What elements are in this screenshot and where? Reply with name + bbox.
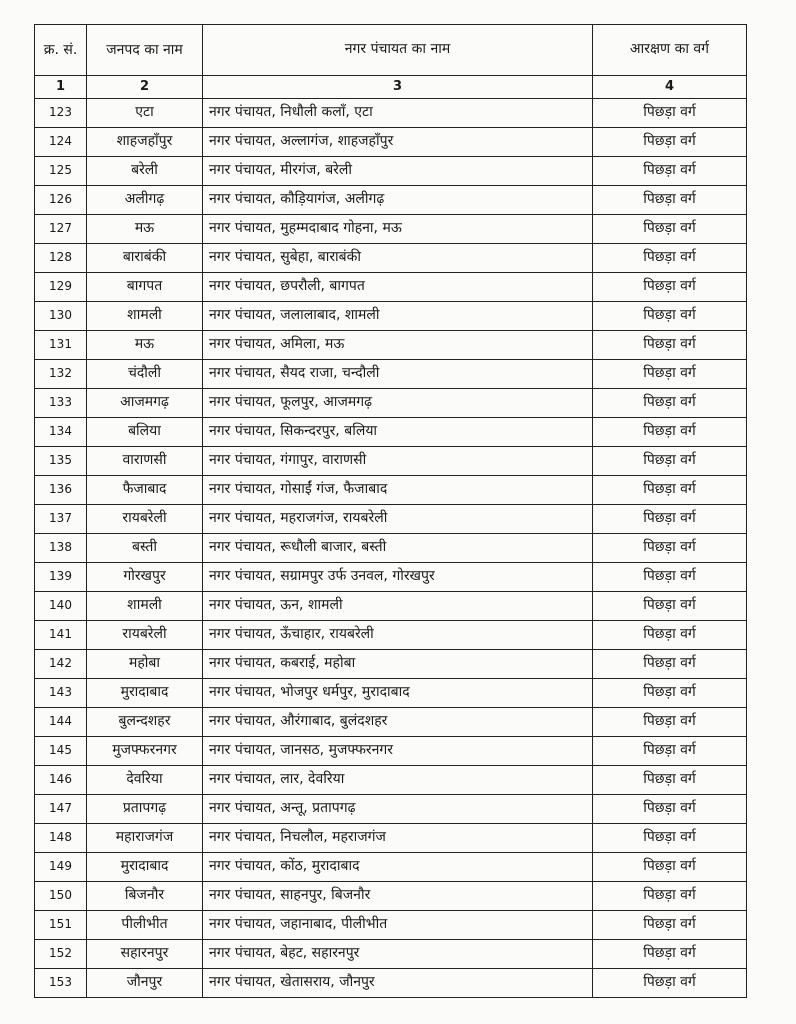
column-number-3: 3 bbox=[203, 76, 593, 99]
category-cell: पिछड़ा वर्ग bbox=[593, 273, 747, 302]
column-number-4: 4 bbox=[593, 76, 747, 99]
serial-cell: 141 bbox=[35, 621, 87, 650]
district-cell: मऊ bbox=[87, 215, 203, 244]
nagar-panchayat-cell: नगर पंचायत, कबराई, महोबा bbox=[203, 650, 593, 679]
table-row bbox=[35, 128, 747, 157]
serial-cell: 134 bbox=[35, 418, 87, 447]
district-cell: बरेली bbox=[87, 157, 203, 186]
header-serial bbox=[35, 25, 87, 76]
category-cell: पिछड़ा वर्ग bbox=[593, 360, 747, 389]
nagar-panchayat-cell: नगर पंचायत, फूलपुर, आजमगढ़ bbox=[203, 389, 593, 418]
table-row bbox=[35, 505, 747, 534]
category-cell: पिछड़ा वर्ग bbox=[593, 592, 747, 621]
district-cell: शामली bbox=[87, 302, 203, 331]
serial-cell: 128 bbox=[35, 244, 87, 273]
nagar-panchayat-cell: नगर पंचायत, मुहम्मदाबाद गोहना, मऊ bbox=[203, 215, 593, 244]
column-number-row bbox=[35, 76, 747, 99]
serial-cell: 138 bbox=[35, 534, 87, 563]
table-row bbox=[35, 766, 747, 795]
nagar-panchayat-cell: नगर पंचायत, सुबेहा, बाराबंकी bbox=[203, 244, 593, 273]
category-cell: पिछड़ा वर्ग bbox=[593, 679, 747, 708]
nagar-panchayat-cell: नगर पंचायत, ऊन, शामली bbox=[203, 592, 593, 621]
district-cell: प्रतापगढ़ bbox=[87, 795, 203, 824]
district-cell: रायबरेली bbox=[87, 621, 203, 650]
table-body bbox=[35, 99, 747, 998]
category-cell: पिछड़ा वर्ग bbox=[593, 505, 747, 534]
table-row bbox=[35, 360, 747, 389]
nagar-panchayat-cell: नगर पंचायत, अन्तू, प्रतापगढ़ bbox=[203, 795, 593, 824]
nagar-panchayat-cell: नगर पंचायत, साहनपुर, बिजनौर bbox=[203, 882, 593, 911]
header-district-label: जनपद का नाम bbox=[106, 41, 183, 58]
table-row bbox=[35, 969, 747, 998]
nagar-panchayat-cell: नगर पंचायत, भोजपुर धर्मपुर, मुरादाबाद bbox=[203, 679, 593, 708]
category-cell: पिछड़ा वर्ग bbox=[593, 157, 747, 186]
nagar-panchayat-cell: नगर पंचायत, छपरौली, बागपत bbox=[203, 273, 593, 302]
table-row bbox=[35, 882, 747, 911]
header-nagar-panchayat: नगर पंचायत का नाम bbox=[203, 25, 593, 76]
district-cell: बलिया bbox=[87, 418, 203, 447]
serial-cell: 135 bbox=[35, 447, 87, 476]
category-cell: पिछड़ा वर्ग bbox=[593, 708, 747, 737]
table-row bbox=[35, 331, 747, 360]
table-row bbox=[35, 563, 747, 592]
serial-cell: 137 bbox=[35, 505, 87, 534]
category-cell: पिछड़ा वर्ग bbox=[593, 244, 747, 273]
category-cell: पिछड़ा वर्ग bbox=[593, 911, 747, 940]
reservation-table-sheet bbox=[34, 24, 747, 998]
serial-cell: 130 bbox=[35, 302, 87, 331]
table-row bbox=[35, 795, 747, 824]
serial-cell: 147 bbox=[35, 795, 87, 824]
nagar-panchayat-cell: नगर पंचायत, जहानाबाद, पीलीभीत bbox=[203, 911, 593, 940]
serial-cell: 145 bbox=[35, 737, 87, 766]
district-cell: शाहजहाँपुर bbox=[87, 128, 203, 157]
category-cell: पिछड़ा वर्ग bbox=[593, 99, 747, 128]
category-cell: पिछड़ा वर्ग bbox=[593, 940, 747, 969]
district-cell: पीलीभीत bbox=[87, 911, 203, 940]
table-row bbox=[35, 534, 747, 563]
nagar-panchayat-cell: नगर पंचायत, जानसठ, मुजफ्फरनगर bbox=[203, 737, 593, 766]
district-cell: चंदौली bbox=[87, 360, 203, 389]
category-cell: पिछड़ा वर्ग bbox=[593, 389, 747, 418]
table-row bbox=[35, 476, 747, 505]
table-header bbox=[35, 25, 747, 99]
table-row bbox=[35, 215, 747, 244]
header-row bbox=[35, 25, 747, 76]
nagar-panchayat-cell: नगर पंचायत, गंगापुर, वाराणसी bbox=[203, 447, 593, 476]
serial-cell: 136 bbox=[35, 476, 87, 505]
serial-cell: 140 bbox=[35, 592, 87, 621]
table-row bbox=[35, 418, 747, 447]
district-cell: मऊ bbox=[87, 331, 203, 360]
table-row bbox=[35, 592, 747, 621]
district-cell: देवरिया bbox=[87, 766, 203, 795]
district-cell: एटा bbox=[87, 99, 203, 128]
nagar-panchayat-cell: नगर पंचायत, ऊँचाहार, रायबरेली bbox=[203, 621, 593, 650]
category-cell: पिछड़ा वर्ग bbox=[593, 534, 747, 563]
nagar-panchayat-cell: नगर पंचायत, खेतासराय, जौनपुर bbox=[203, 969, 593, 998]
nagar-panchayat-cell: नगर पंचायत, मीरगंज, बरेली bbox=[203, 157, 593, 186]
serial-cell: 139 bbox=[35, 563, 87, 592]
nagar-panchayat-cell: नगर पंचायत, गोसाईं गंज, फैजाबाद bbox=[203, 476, 593, 505]
district-cell: महाराजगंज bbox=[87, 824, 203, 853]
category-cell: पिछड़ा वर्ग bbox=[593, 766, 747, 795]
table-row bbox=[35, 244, 747, 273]
serial-cell: 131 bbox=[35, 331, 87, 360]
category-cell: पिछड़ा वर्ग bbox=[593, 563, 747, 592]
table-row bbox=[35, 940, 747, 969]
serial-cell: 144 bbox=[35, 708, 87, 737]
table-row bbox=[35, 708, 747, 737]
table-row bbox=[35, 824, 747, 853]
nagar-panchayat-cell: नगर पंचायत, सैयद राजा, चन्दौली bbox=[203, 360, 593, 389]
serial-cell: 150 bbox=[35, 882, 87, 911]
serial-cell: 151 bbox=[35, 911, 87, 940]
district-cell: शामली bbox=[87, 592, 203, 621]
table-row bbox=[35, 273, 747, 302]
column-number-1: 1 bbox=[35, 76, 87, 99]
table-row bbox=[35, 157, 747, 186]
nagar-panchayat-cell: नगर पंचायत, बेहट, सहारनपुर bbox=[203, 940, 593, 969]
district-cell: बाराबंकी bbox=[87, 244, 203, 273]
category-cell: पिछड़ा वर्ग bbox=[593, 969, 747, 998]
district-cell: बिजनौर bbox=[87, 882, 203, 911]
serial-cell: 126 bbox=[35, 186, 87, 215]
header-serial-label: क्र. सं. bbox=[43, 41, 78, 58]
serial-cell: 143 bbox=[35, 679, 87, 708]
nagar-panchayat-cell: नगर पंचायत, कोंठ, मुरादाबाद bbox=[203, 853, 593, 882]
nagar-panchayat-cell: नगर पंचायत, निचलौल, महराजगंज bbox=[203, 824, 593, 853]
table-row bbox=[35, 853, 747, 882]
serial-cell: 142 bbox=[35, 650, 87, 679]
serial-cell: 153 bbox=[35, 969, 87, 998]
category-cell: पिछड़ा वर्ग bbox=[593, 302, 747, 331]
district-cell: अलीगढ़ bbox=[87, 186, 203, 215]
nagar-panchayat-cell: नगर पंचायत, लार, देवरिया bbox=[203, 766, 593, 795]
table-row bbox=[35, 621, 747, 650]
category-cell: पिछड़ा वर्ग bbox=[593, 621, 747, 650]
serial-cell: 133 bbox=[35, 389, 87, 418]
serial-cell: 124 bbox=[35, 128, 87, 157]
serial-cell: 129 bbox=[35, 273, 87, 302]
category-cell: पिछड़ा वर्ग bbox=[593, 186, 747, 215]
category-cell: पिछड़ा वर्ग bbox=[593, 447, 747, 476]
serial-cell: 125 bbox=[35, 157, 87, 186]
district-cell: बुलन्दशहर bbox=[87, 708, 203, 737]
district-cell: मुरादाबाद bbox=[87, 679, 203, 708]
nagar-panchayat-cell: नगर पंचायत, महराजगंज, रायबरेली bbox=[203, 505, 593, 534]
category-cell: पिछड़ा वर्ग bbox=[593, 824, 747, 853]
category-cell: पिछड़ा वर्ग bbox=[593, 128, 747, 157]
serial-cell: 149 bbox=[35, 853, 87, 882]
table-row bbox=[35, 650, 747, 679]
category-cell: पिछड़ा वर्ग bbox=[593, 795, 747, 824]
district-cell: बस्ती bbox=[87, 534, 203, 563]
district-cell: मुरादाबाद bbox=[87, 853, 203, 882]
header-reservation-category: आरक्षण का वर्ग bbox=[593, 25, 747, 76]
serial-cell: 132 bbox=[35, 360, 87, 389]
table-row bbox=[35, 99, 747, 128]
district-cell: जौनपुर bbox=[87, 969, 203, 998]
nagar-panchayat-cell: नगर पंचायत, सिकन्दरपुर, बलिया bbox=[203, 418, 593, 447]
column-number-2: 2 bbox=[87, 76, 203, 99]
district-cell: मुजफ्फरनगर bbox=[87, 737, 203, 766]
district-cell: सहारनपुर bbox=[87, 940, 203, 969]
category-cell: पिछड़ा वर्ग bbox=[593, 476, 747, 505]
nagar-panchayat-cell: नगर पंचायत, औरंगाबाद, बुलंदशहर bbox=[203, 708, 593, 737]
table-row bbox=[35, 389, 747, 418]
nagar-panchayat-cell: नगर पंचायत, अल्लागंज, शाहजहाँपुर bbox=[203, 128, 593, 157]
nagar-panchayat-cell: नगर पंचायत, निधौली कलाँ, एटा bbox=[203, 99, 593, 128]
district-cell: वाराणसी bbox=[87, 447, 203, 476]
category-cell: पिछड़ा वर्ग bbox=[593, 331, 747, 360]
header-district bbox=[87, 25, 203, 76]
serial-cell: 123 bbox=[35, 99, 87, 128]
category-cell: पिछड़ा वर्ग bbox=[593, 882, 747, 911]
district-cell: आजमगढ़ bbox=[87, 389, 203, 418]
table-row bbox=[35, 186, 747, 215]
serial-cell: 146 bbox=[35, 766, 87, 795]
table-row bbox=[35, 911, 747, 940]
district-cell: फैजाबाद bbox=[87, 476, 203, 505]
serial-cell: 127 bbox=[35, 215, 87, 244]
category-cell: पिछड़ा वर्ग bbox=[593, 215, 747, 244]
nagar-panchayat-cell: नगर पंचायत, सग्रामपुर उर्फ उनवल, गोरखपुर bbox=[203, 563, 593, 592]
table-row bbox=[35, 447, 747, 476]
category-cell: पिछड़ा वर्ग bbox=[593, 418, 747, 447]
serial-cell: 152 bbox=[35, 940, 87, 969]
category-cell: पिछड़ा वर्ग bbox=[593, 853, 747, 882]
category-cell: पिछड़ा वर्ग bbox=[593, 737, 747, 766]
district-cell: रायबरेली bbox=[87, 505, 203, 534]
nagar-panchayat-cell: नगर पंचायत, रूधौली बाजार, बस्ती bbox=[203, 534, 593, 563]
district-cell: महोबा bbox=[87, 650, 203, 679]
nagar-panchayat-cell: नगर पंचायत, जलालाबाद, शामली bbox=[203, 302, 593, 331]
table-row bbox=[35, 737, 747, 766]
nagar-panchayat-cell: नगर पंचायत, अमिला, मऊ bbox=[203, 331, 593, 360]
table-row bbox=[35, 302, 747, 331]
category-cell: पिछड़ा वर्ग bbox=[593, 650, 747, 679]
table-row bbox=[35, 679, 747, 708]
district-cell: बागपत bbox=[87, 273, 203, 302]
nagar-panchayat-cell: नगर पंचायत, कौड़ियागंज, अलीगढ़ bbox=[203, 186, 593, 215]
serial-cell: 148 bbox=[35, 824, 87, 853]
district-cell: गोरखपुर bbox=[87, 563, 203, 592]
reservation-table bbox=[34, 24, 747, 998]
